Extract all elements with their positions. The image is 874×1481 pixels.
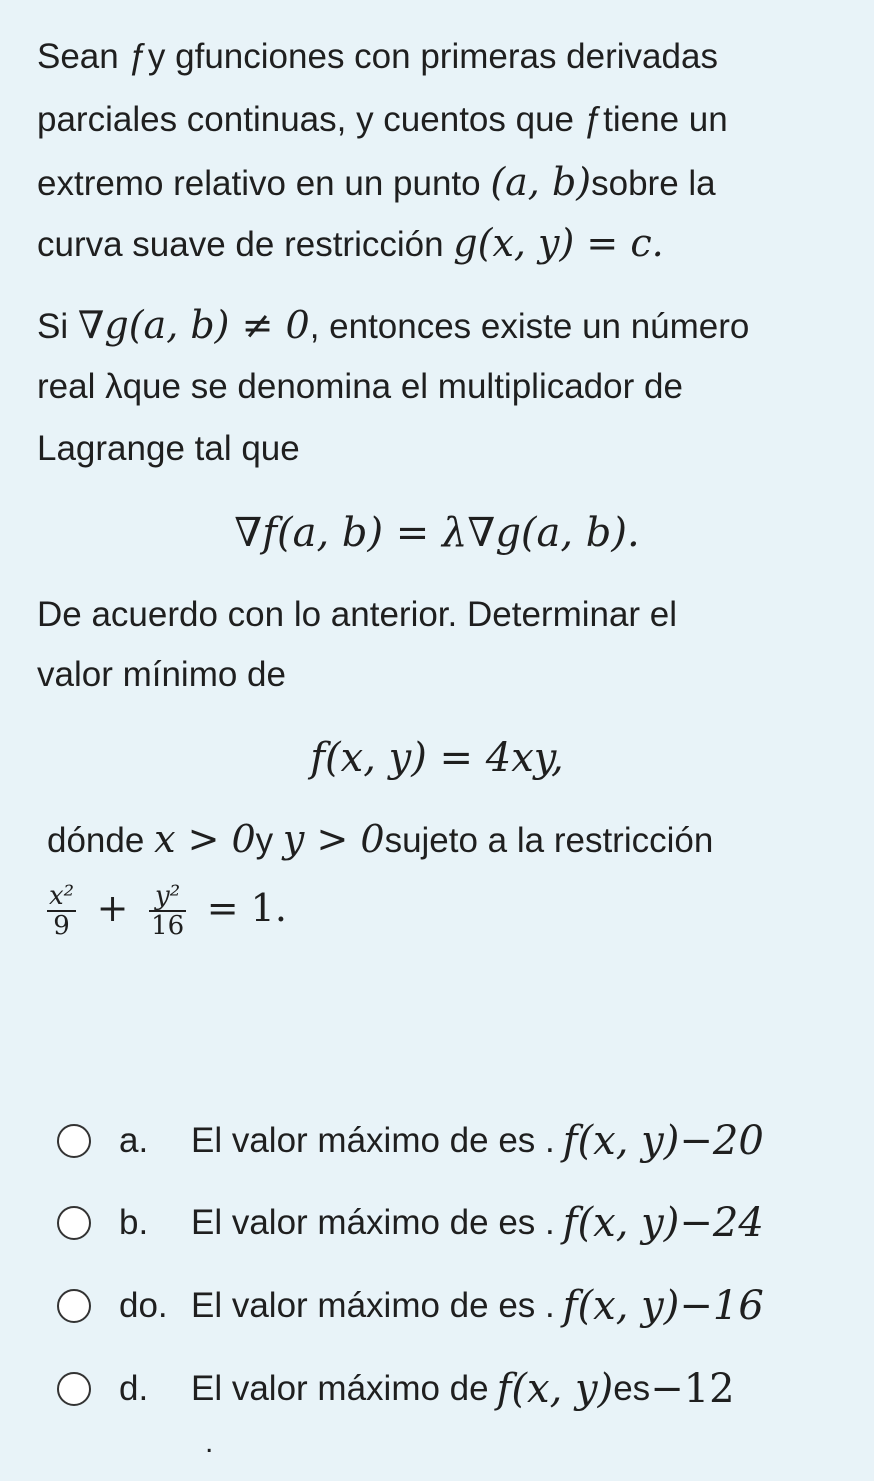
option-d-tail: es bbox=[613, 1369, 651, 1408]
option-c[interactable] bbox=[57, 1276, 857, 1336]
point-ab: (a, b) bbox=[490, 160, 592, 204]
option-b-math: f(x, y)−24 bbox=[562, 1200, 764, 1246]
option-b[interactable] bbox=[57, 1193, 857, 1253]
theorem-line-5-pre: Si bbox=[37, 307, 78, 346]
radio-option-d[interactable] bbox=[57, 1372, 91, 1406]
constraint-rhs: = 1. bbox=[206, 886, 287, 931]
fraction-x bbox=[47, 882, 76, 940]
frac-x-den: 9 bbox=[53, 911, 70, 941]
domain-condition bbox=[47, 814, 713, 866]
cond-y-word: y bbox=[255, 821, 283, 860]
intro-line-3-text: extremo relativo en un punto bbox=[37, 164, 491, 203]
intro-line-3 bbox=[37, 157, 716, 209]
cond-pre: dónde bbox=[47, 821, 155, 860]
option-c-math: f(x, y)−16 bbox=[562, 1283, 764, 1329]
option-a-letter: a. bbox=[119, 1121, 149, 1160]
theorem-line-5-tail: , entonces existe un número bbox=[309, 307, 750, 346]
intro-line-1: Sean ƒy gfunciones con primeras derivadas bbox=[37, 37, 718, 76]
ellipse-constraint bbox=[47, 882, 287, 940]
problem-line-8: De acuerdo con lo anterior. Determinar el bbox=[37, 595, 678, 634]
theorem-line-6: real λque se denomina el multiplicador de bbox=[37, 367, 683, 406]
radio-option-c[interactable] bbox=[57, 1289, 91, 1323]
option-d-value: −12 bbox=[650, 1366, 735, 1412]
problem-line-9: valor mínimo de bbox=[37, 655, 286, 694]
cond-tail: sujeto a la restricción bbox=[384, 821, 714, 860]
theorem-line-5 bbox=[37, 300, 749, 352]
intro-line-4-text: curva suave de restricción bbox=[37, 225, 454, 264]
option-d[interactable] bbox=[57, 1359, 857, 1419]
fraction-y bbox=[149, 882, 186, 940]
option-b-text: El valor máximo de es . bbox=[191, 1203, 555, 1242]
option-d-text: El valor máximo de bbox=[191, 1369, 489, 1408]
cond-y: y > 0 bbox=[282, 817, 385, 861]
option-b-letter: b. bbox=[119, 1203, 149, 1242]
gradient-condition: ∇g(a, b) ≠ 0 bbox=[77, 303, 310, 347]
radio-option-b[interactable] bbox=[57, 1206, 91, 1240]
option-a-text: El valor máximo de es . bbox=[191, 1121, 555, 1160]
constraint-curve: g(x, y) = c. bbox=[453, 221, 664, 265]
trailing-dot: . bbox=[205, 1426, 214, 1459]
objective-function: f(x, y) = 4xy, bbox=[310, 735, 564, 781]
intro-line-4 bbox=[37, 218, 664, 270]
cond-x: x > 0 bbox=[154, 817, 256, 861]
intro-line-2: parciales continuas, y cuentos que ƒtiene un bbox=[37, 100, 728, 139]
intro-line-3-tail: sobre la bbox=[591, 164, 716, 203]
lagrange-equation: ∇f(a, b) = λ∇g(a, b). bbox=[234, 510, 640, 556]
frac-y-num: y² bbox=[149, 882, 186, 912]
frac-x-num: x² bbox=[49, 881, 75, 911]
theorem-line-7: Lagrange tal que bbox=[37, 429, 300, 468]
option-c-text: El valor máximo de es . bbox=[191, 1286, 555, 1325]
option-d-letter: d. bbox=[119, 1369, 149, 1408]
option-d-math: f(x, y) bbox=[496, 1366, 614, 1412]
option-c-letter: do. bbox=[119, 1286, 168, 1325]
frac-y-den: 16 bbox=[151, 911, 185, 941]
option-a-math: f(x, y)−20 bbox=[562, 1118, 764, 1164]
radio-option-a[interactable] bbox=[57, 1124, 91, 1158]
option-a[interactable] bbox=[57, 1111, 857, 1171]
plus-sign: + bbox=[96, 886, 129, 931]
